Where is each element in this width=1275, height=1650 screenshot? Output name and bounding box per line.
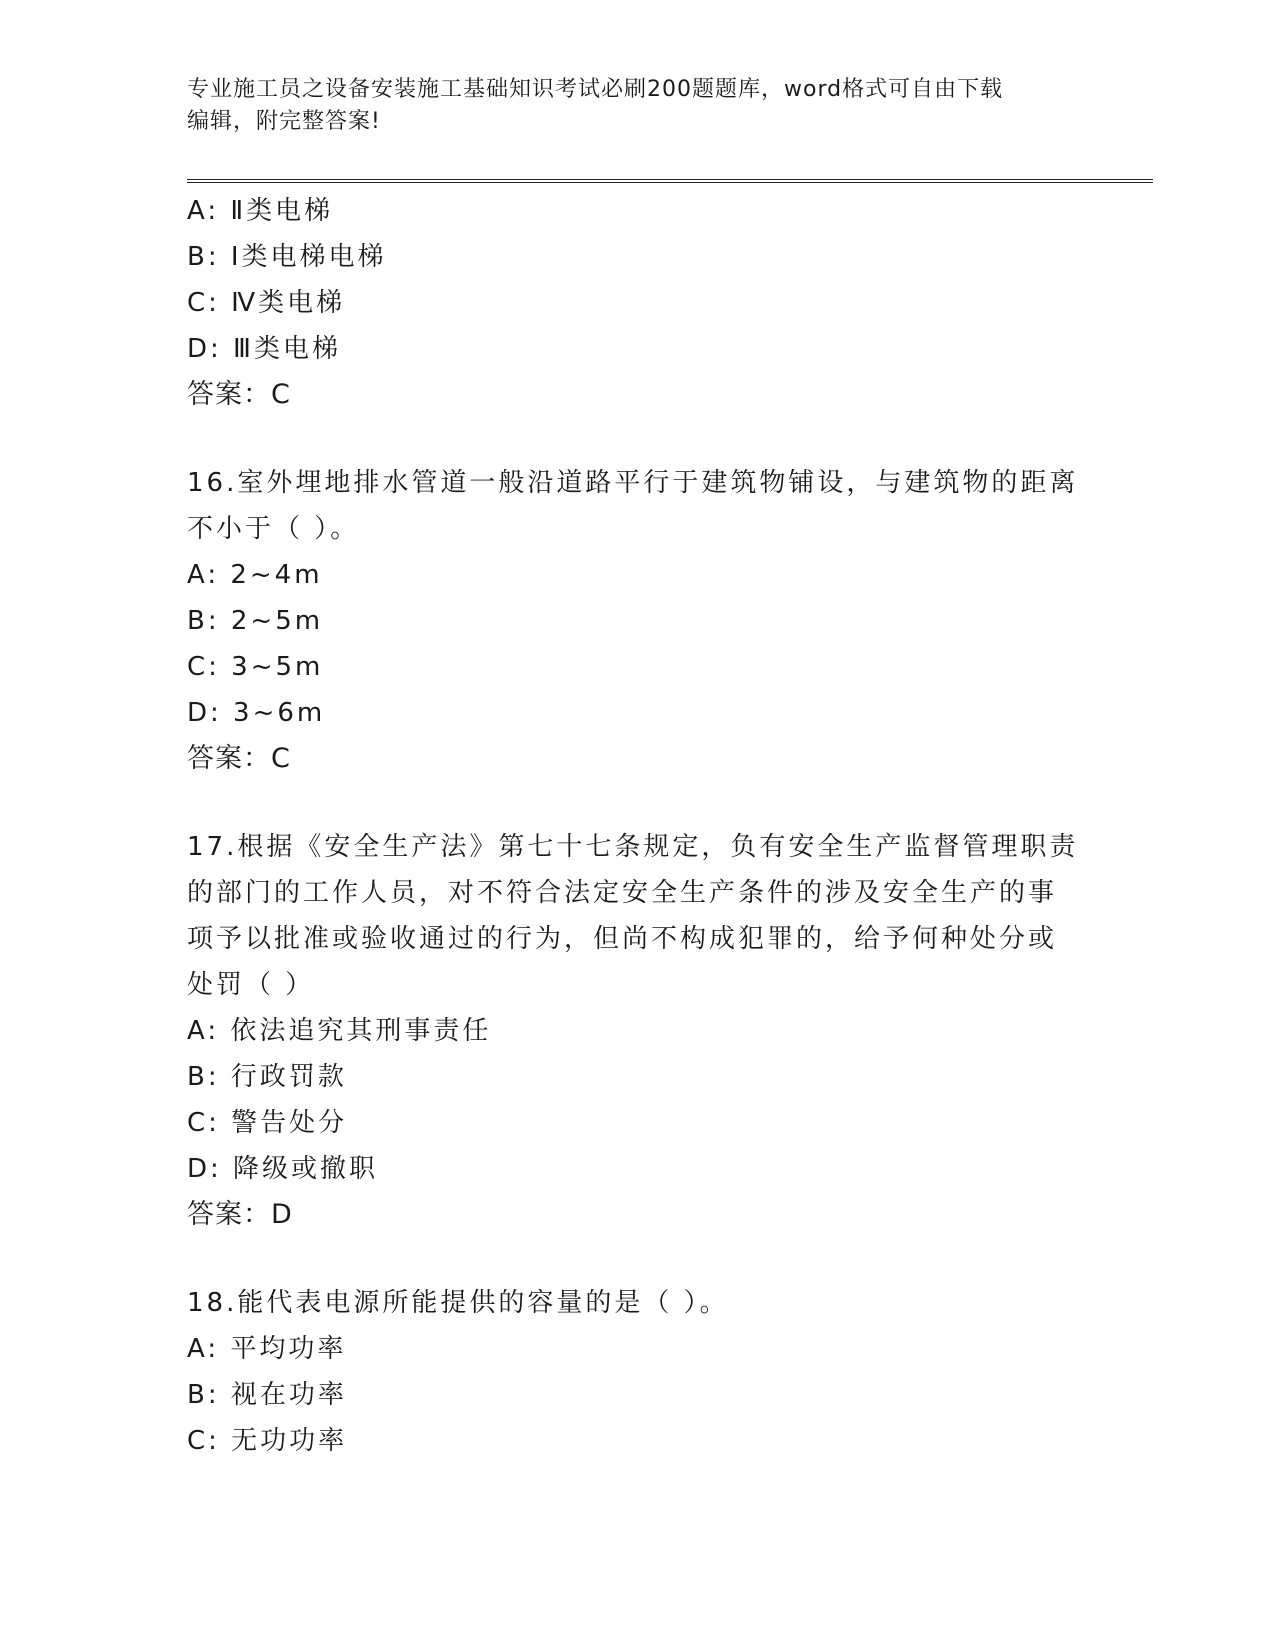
question-stem: 的部门的工作人员，对不符合法定安全生产条件的涉及安全生产的事 <box>187 878 1058 908</box>
question-16 <box>187 460 1087 782</box>
document-header <box>187 74 1067 138</box>
question-stem: 不小于（ ）。 <box>187 514 360 544</box>
option-c: C: Ⅳ类电梯 <box>187 288 346 318</box>
question-stem: 17.根据《安全生产法》第七十七条规定，负有安全生产监督管理职责 <box>187 832 1079 862</box>
question-stem: 18.能代表电源所能提供的容量的是（ ）。 <box>187 1288 729 1318</box>
header-divider <box>187 179 1153 183</box>
question-15 <box>187 188 1087 418</box>
option-b: B: 2~5m <box>187 606 324 636</box>
answer-line: 答案：C <box>187 379 291 410</box>
option-a: A: 2~4m <box>187 560 323 590</box>
option-a: A: 依法追究其刑事责任 <box>187 1016 492 1046</box>
header-line-2: 编辑，附完整答案! <box>187 109 381 134</box>
question-stem: 16.室外埋地排水管道一般沿道路平行于建筑物铺设，与建筑物的距离 <box>187 468 1079 498</box>
option-c: C: 警告处分 <box>187 1108 348 1138</box>
question-17 <box>187 824 1087 1238</box>
option-d: D: 3~6m <box>187 698 326 728</box>
option-d: D: 降级或撤职 <box>187 1154 379 1184</box>
option-b: B: 视在功率 <box>187 1380 347 1410</box>
question-list <box>187 188 1087 1464</box>
option-a: A: Ⅱ类电梯 <box>187 196 334 226</box>
answer-line: 答案：D <box>187 1199 293 1230</box>
question-stem: 项予以批准或验收通过的行为，但尚不构成犯罪的，给予何种处分或 <box>187 924 1058 954</box>
question-stem: 处罚（ ） <box>187 970 315 1000</box>
option-c: C: 3~5m <box>187 652 324 682</box>
option-b: B: Ⅰ类电梯电梯 <box>187 242 387 272</box>
answer-line: 答案：C <box>187 743 291 774</box>
question-18 <box>187 1280 1087 1464</box>
option-b: B: 行政罚款 <box>187 1062 347 1092</box>
option-d: D: Ⅲ类电梯 <box>187 334 341 364</box>
header-line-1: 专业施工员之设备安装施工基础知识考试必刷200题题库，word格式可自由下载 <box>187 77 1004 102</box>
option-c: C: 无功功率 <box>187 1426 348 1456</box>
option-a: A: 平均功率 <box>187 1334 347 1364</box>
